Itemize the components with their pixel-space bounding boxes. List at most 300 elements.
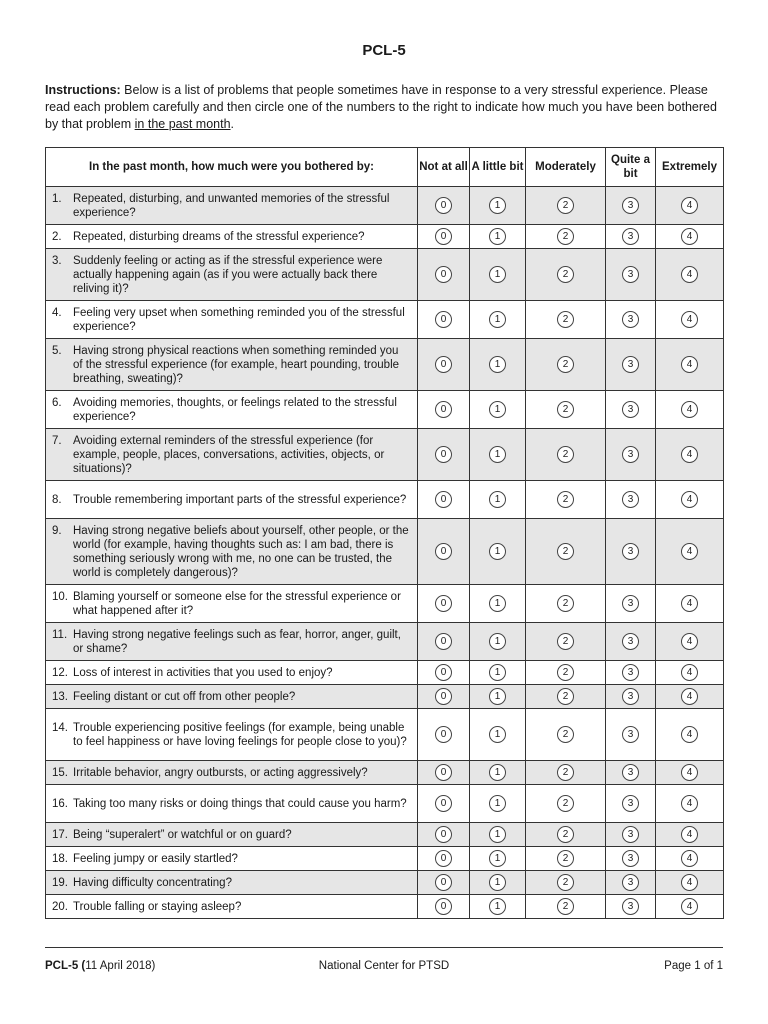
question-cell bbox=[46, 685, 418, 709]
response-cell bbox=[656, 481, 724, 519]
question-cell bbox=[46, 481, 418, 519]
response-cell bbox=[526, 871, 606, 895]
response-option-4[interactable]: 4 bbox=[681, 850, 698, 867]
response-cell bbox=[606, 871, 656, 895]
option-header-extremely: Extremely bbox=[656, 148, 724, 187]
response-option-4[interactable]: 4 bbox=[681, 688, 698, 705]
response-option-0[interactable]: 0 bbox=[435, 356, 452, 373]
response-cell bbox=[606, 519, 656, 585]
page-title: PCL-5 bbox=[362, 42, 406, 59]
response-cell bbox=[656, 895, 724, 919]
table-row bbox=[46, 871, 724, 895]
table-header-row bbox=[46, 148, 724, 187]
question-text: Trouble experiencing positive feelings (for example, being unable to feel happiness or have loving feelings for people close to you)? bbox=[73, 721, 407, 748]
table-row bbox=[46, 301, 724, 339]
response-cell bbox=[606, 391, 656, 429]
response-cell bbox=[526, 685, 606, 709]
response-option-0[interactable]: 0 bbox=[435, 795, 452, 812]
response-cell bbox=[470, 519, 526, 585]
response-option-4[interactable]: 4 bbox=[681, 266, 698, 283]
question-text: Feeling very upset when something reminded you of the stressful experience? bbox=[73, 306, 405, 333]
response-cell bbox=[470, 429, 526, 481]
response-option-0[interactable]: 0 bbox=[435, 898, 452, 915]
question-number: 14. bbox=[52, 721, 68, 734]
response-cell bbox=[656, 823, 724, 847]
response-cell bbox=[526, 187, 606, 225]
question-cell bbox=[46, 785, 418, 823]
footer-page-number: Page 1 of 1 bbox=[664, 960, 723, 972]
response-cell bbox=[418, 847, 470, 871]
response-cell bbox=[526, 481, 606, 519]
response-cell bbox=[526, 225, 606, 249]
question-cell bbox=[46, 391, 418, 429]
response-cell bbox=[526, 339, 606, 391]
response-option-1[interactable]: 1 bbox=[489, 764, 506, 781]
question-cell bbox=[46, 585, 418, 623]
response-option-2[interactable]: 2 bbox=[557, 228, 574, 245]
response-option-2[interactable]: 2 bbox=[557, 664, 574, 681]
response-option-1[interactable]: 1 bbox=[489, 795, 506, 812]
response-option-0[interactable]: 0 bbox=[435, 826, 452, 843]
response-cell bbox=[418, 761, 470, 785]
response-cell bbox=[656, 339, 724, 391]
instructions-timeframe: in the past month bbox=[134, 117, 231, 131]
question-cell bbox=[46, 339, 418, 391]
response-cell bbox=[418, 623, 470, 661]
table-row bbox=[46, 519, 724, 585]
table-row bbox=[46, 895, 724, 919]
question-number: 17. bbox=[52, 828, 68, 841]
response-option-0[interactable]: 0 bbox=[435, 850, 452, 867]
response-cell bbox=[656, 871, 724, 895]
response-cell bbox=[418, 429, 470, 481]
response-option-3[interactable]: 3 bbox=[622, 401, 639, 418]
response-cell bbox=[470, 481, 526, 519]
response-cell bbox=[470, 871, 526, 895]
response-cell bbox=[418, 225, 470, 249]
response-option-3[interactable]: 3 bbox=[622, 764, 639, 781]
response-option-4[interactable]: 4 bbox=[681, 543, 698, 560]
response-cell bbox=[606, 895, 656, 919]
response-option-4[interactable]: 4 bbox=[681, 764, 698, 781]
response-option-1[interactable]: 1 bbox=[489, 311, 506, 328]
response-option-4[interactable]: 4 bbox=[681, 401, 698, 418]
response-cell bbox=[418, 249, 470, 301]
response-cell bbox=[526, 519, 606, 585]
response-option-4[interactable]: 4 bbox=[681, 228, 698, 245]
question-number: 4. bbox=[52, 306, 62, 319]
response-option-1[interactable]: 1 bbox=[489, 228, 506, 245]
pcl5-questionnaire-table bbox=[45, 147, 724, 919]
response-cell bbox=[606, 709, 656, 761]
response-cell bbox=[470, 761, 526, 785]
response-cell bbox=[418, 871, 470, 895]
response-cell bbox=[606, 585, 656, 623]
response-option-0[interactable]: 0 bbox=[435, 764, 452, 781]
response-option-3[interactable]: 3 bbox=[622, 874, 639, 891]
response-option-1[interactable]: 1 bbox=[489, 726, 506, 743]
response-option-0[interactable]: 0 bbox=[435, 726, 452, 743]
response-cell bbox=[606, 187, 656, 225]
response-cell bbox=[418, 585, 470, 623]
question-text: Having strong physical reactions when something reminded you of the stressful experience (for example, heart pounding, trouble breathing, sweating)? bbox=[73, 344, 400, 385]
response-option-3[interactable]: 3 bbox=[622, 850, 639, 867]
response-cell bbox=[606, 481, 656, 519]
table-row bbox=[46, 585, 724, 623]
question-text: Blaming yourself or someone else for the stressful experience or what happened after it? bbox=[73, 590, 401, 617]
response-cell bbox=[470, 249, 526, 301]
response-cell bbox=[526, 895, 606, 919]
response-option-2[interactable]: 2 bbox=[557, 595, 574, 612]
question-cell bbox=[46, 519, 418, 585]
response-option-3[interactable]: 3 bbox=[622, 898, 639, 915]
table-row bbox=[46, 187, 724, 225]
question-number: 13. bbox=[52, 690, 68, 703]
response-option-2[interactable]: 2 bbox=[557, 795, 574, 812]
response-option-4[interactable]: 4 bbox=[681, 826, 698, 843]
response-cell bbox=[418, 301, 470, 339]
table-row bbox=[46, 661, 724, 685]
response-cell bbox=[656, 685, 724, 709]
question-text: Taking too many risks or doing things that could cause you harm? bbox=[73, 797, 407, 810]
question-cell bbox=[46, 871, 418, 895]
option-header-moderately: Moderately bbox=[526, 148, 606, 187]
instructions bbox=[45, 82, 725, 133]
response-cell bbox=[470, 709, 526, 761]
question-number: 10. bbox=[52, 590, 68, 603]
question-number: 11. bbox=[52, 628, 68, 641]
response-cell bbox=[470, 847, 526, 871]
response-option-4[interactable]: 4 bbox=[681, 726, 698, 743]
response-option-4[interactable]: 4 bbox=[681, 795, 698, 812]
question-text: Avoiding memories, thoughts, or feelings related to the stressful experience? bbox=[73, 396, 397, 423]
response-cell bbox=[656, 847, 724, 871]
response-option-2[interactable]: 2 bbox=[557, 764, 574, 781]
response-option-3[interactable]: 3 bbox=[622, 826, 639, 843]
response-option-0[interactable]: 0 bbox=[435, 491, 452, 508]
question-number: 18. bbox=[52, 852, 68, 865]
footer bbox=[45, 960, 723, 976]
question-text: Having strong negative beliefs about yourself, other people, or the world (for example, having thoughts such as: I am bad, there is something seriously wrong with me, no one can be trusted, the world is completely dangerous)? bbox=[73, 524, 409, 579]
response-option-3[interactable]: 3 bbox=[622, 446, 639, 463]
response-cell bbox=[418, 481, 470, 519]
question-number: 6. bbox=[52, 396, 62, 409]
response-cell bbox=[606, 301, 656, 339]
response-option-4[interactable]: 4 bbox=[681, 197, 698, 214]
response-cell bbox=[656, 709, 724, 761]
response-option-0[interactable]: 0 bbox=[435, 446, 452, 463]
question-cell bbox=[46, 661, 418, 685]
response-cell bbox=[526, 301, 606, 339]
question-cell bbox=[46, 187, 418, 225]
response-cell bbox=[526, 661, 606, 685]
question-text: Trouble remembering important parts of the stressful experience? bbox=[73, 493, 407, 506]
question-rows bbox=[46, 187, 724, 919]
response-cell bbox=[418, 709, 470, 761]
response-cell bbox=[606, 429, 656, 481]
table-row bbox=[46, 481, 724, 519]
response-cell bbox=[526, 429, 606, 481]
question-text: Repeated, disturbing, and unwanted memories of the stressful experience? bbox=[73, 192, 390, 219]
response-cell bbox=[656, 623, 724, 661]
response-option-3[interactable]: 3 bbox=[622, 228, 639, 245]
response-option-3[interactable]: 3 bbox=[622, 795, 639, 812]
table-row bbox=[46, 429, 724, 481]
question-number: 2. bbox=[52, 230, 62, 243]
question-column-header: In the past month, how much were you bothered by: bbox=[46, 148, 418, 187]
footer-divider bbox=[45, 947, 723, 948]
response-cell bbox=[606, 847, 656, 871]
response-option-0[interactable]: 0 bbox=[435, 664, 452, 681]
response-cell bbox=[606, 249, 656, 301]
response-option-0[interactable]: 0 bbox=[435, 197, 452, 214]
table-row bbox=[46, 709, 724, 761]
table-row bbox=[46, 225, 724, 249]
response-option-4[interactable]: 4 bbox=[681, 874, 698, 891]
response-cell bbox=[606, 225, 656, 249]
response-cell bbox=[606, 339, 656, 391]
response-option-4[interactable]: 4 bbox=[681, 356, 698, 373]
response-option-3[interactable]: 3 bbox=[622, 266, 639, 283]
response-cell bbox=[470, 585, 526, 623]
question-number: 8. bbox=[52, 493, 62, 506]
instructions-label: Instructions: bbox=[45, 83, 121, 97]
instructions-text: Below is a list of problems that people sometimes have in response to a very stressful experience. Please read each problem carefully and then circle one of the numbers to the right to indicate how much you have been bothered by that problem bbox=[45, 83, 717, 131]
table-row bbox=[46, 761, 724, 785]
question-cell bbox=[46, 301, 418, 339]
response-option-3[interactable]: 3 bbox=[622, 688, 639, 705]
question-number: 16. bbox=[52, 797, 68, 810]
question-text: Being “superalert” or watchful or on guard? bbox=[73, 828, 292, 841]
response-option-1[interactable]: 1 bbox=[489, 664, 506, 681]
response-option-3[interactable]: 3 bbox=[622, 491, 639, 508]
response-cell bbox=[526, 391, 606, 429]
response-cell bbox=[606, 623, 656, 661]
response-cell bbox=[470, 685, 526, 709]
table-row bbox=[46, 685, 724, 709]
response-option-0[interactable]: 0 bbox=[435, 401, 452, 418]
footer-organization: National Center for PTSD bbox=[318, 960, 450, 972]
response-option-2[interactable]: 2 bbox=[557, 850, 574, 867]
question-number: 9. bbox=[52, 524, 62, 537]
response-option-3[interactable]: 3 bbox=[622, 633, 639, 650]
response-cell bbox=[470, 623, 526, 661]
question-text: Trouble falling or staying asleep? bbox=[73, 900, 242, 913]
question-text: Feeling distant or cut off from other people? bbox=[73, 690, 296, 703]
question-number: 19. bbox=[52, 876, 68, 889]
response-option-1[interactable]: 1 bbox=[489, 633, 506, 650]
response-cell bbox=[470, 785, 526, 823]
response-cell bbox=[418, 187, 470, 225]
option-header-quite-a-bit: Quite a bit bbox=[606, 148, 656, 187]
response-option-2[interactable]: 2 bbox=[557, 356, 574, 373]
response-option-0[interactable]: 0 bbox=[435, 266, 452, 283]
response-option-3[interactable]: 3 bbox=[622, 311, 639, 328]
response-option-1[interactable]: 1 bbox=[489, 543, 506, 560]
footer-form-name: PCL-5 ( bbox=[45, 960, 86, 972]
response-option-0[interactable]: 0 bbox=[435, 228, 452, 245]
question-text: Avoiding external reminders of the stressful experience (for example, people, places, conversations, activities, objects, or situations)? bbox=[73, 434, 385, 475]
response-cell bbox=[656, 429, 724, 481]
response-option-2[interactable]: 2 bbox=[557, 898, 574, 915]
response-cell bbox=[470, 187, 526, 225]
response-option-3[interactable]: 3 bbox=[622, 595, 639, 612]
response-cell bbox=[470, 339, 526, 391]
question-text: Irritable behavior, angry outbursts, or acting aggressively? bbox=[73, 766, 368, 779]
question-text: Repeated, disturbing dreams of the stressful experience? bbox=[73, 230, 365, 243]
response-option-1[interactable]: 1 bbox=[489, 266, 506, 283]
response-cell bbox=[470, 225, 526, 249]
response-option-1[interactable]: 1 bbox=[489, 826, 506, 843]
response-option-4[interactable]: 4 bbox=[681, 633, 698, 650]
question-text: Loss of interest in activities that you used to enjoy? bbox=[73, 666, 333, 679]
response-option-2[interactable]: 2 bbox=[557, 446, 574, 463]
response-option-4[interactable]: 4 bbox=[681, 491, 698, 508]
question-cell bbox=[46, 429, 418, 481]
response-cell bbox=[418, 339, 470, 391]
response-option-2[interactable]: 2 bbox=[557, 874, 574, 891]
response-cell bbox=[606, 761, 656, 785]
response-cell bbox=[526, 585, 606, 623]
question-cell bbox=[46, 249, 418, 301]
response-cell bbox=[656, 249, 724, 301]
response-cell bbox=[656, 585, 724, 623]
response-cell bbox=[470, 661, 526, 685]
response-option-1[interactable]: 1 bbox=[489, 898, 506, 915]
question-cell bbox=[46, 847, 418, 871]
response-option-2[interactable]: 2 bbox=[557, 543, 574, 560]
response-option-0[interactable]: 0 bbox=[435, 688, 452, 705]
response-cell bbox=[526, 709, 606, 761]
response-option-1[interactable]: 1 bbox=[489, 874, 506, 891]
response-option-1[interactable]: 1 bbox=[489, 197, 506, 214]
question-number: 12. bbox=[52, 666, 68, 679]
response-option-3[interactable]: 3 bbox=[622, 197, 639, 214]
response-cell bbox=[526, 761, 606, 785]
response-cell bbox=[526, 249, 606, 301]
response-option-3[interactable]: 3 bbox=[622, 664, 639, 681]
response-cell bbox=[656, 391, 724, 429]
response-option-1[interactable]: 1 bbox=[489, 595, 506, 612]
response-option-4[interactable]: 4 bbox=[681, 446, 698, 463]
response-cell bbox=[526, 823, 606, 847]
response-option-0[interactable]: 0 bbox=[435, 311, 452, 328]
response-option-2[interactable]: 2 bbox=[557, 688, 574, 705]
question-number: 3. bbox=[52, 254, 62, 267]
question-number: 20. bbox=[52, 900, 68, 913]
response-option-1[interactable]: 1 bbox=[489, 446, 506, 463]
response-cell bbox=[418, 391, 470, 429]
response-option-1[interactable]: 1 bbox=[489, 850, 506, 867]
table-row bbox=[46, 391, 724, 429]
question-number: 5. bbox=[52, 344, 62, 357]
response-cell bbox=[606, 685, 656, 709]
response-cell bbox=[656, 519, 724, 585]
response-cell bbox=[606, 661, 656, 685]
response-cell bbox=[656, 761, 724, 785]
question-cell bbox=[46, 761, 418, 785]
question-number: 1. bbox=[52, 192, 62, 205]
option-header-a-little-bit: A little bit bbox=[470, 148, 526, 187]
response-cell bbox=[470, 391, 526, 429]
response-cell bbox=[418, 661, 470, 685]
question-text: Having strong negative feelings such as fear, horror, anger, guilt, or shame? bbox=[73, 628, 401, 655]
question-text: Suddenly feeling or acting as if the stressful experience were actually happening again (as if you were actually back there reliving it)? bbox=[73, 254, 383, 295]
table-row bbox=[46, 823, 724, 847]
response-option-1[interactable]: 1 bbox=[489, 401, 506, 418]
response-option-2[interactable]: 2 bbox=[557, 401, 574, 418]
response-option-1[interactable]: 1 bbox=[489, 688, 506, 705]
response-cell bbox=[656, 785, 724, 823]
response-option-2[interactable]: 2 bbox=[557, 311, 574, 328]
response-cell bbox=[526, 623, 606, 661]
table-row bbox=[46, 339, 724, 391]
table-row bbox=[46, 847, 724, 871]
response-option-3[interactable]: 3 bbox=[622, 726, 639, 743]
question-cell bbox=[46, 709, 418, 761]
question-number: 15. bbox=[52, 766, 68, 779]
response-option-4[interactable]: 4 bbox=[681, 898, 698, 915]
response-cell bbox=[418, 785, 470, 823]
question-cell bbox=[46, 895, 418, 919]
response-option-0[interactable]: 0 bbox=[435, 874, 452, 891]
response-cell bbox=[656, 301, 724, 339]
response-option-2[interactable]: 2 bbox=[557, 197, 574, 214]
footer-date: 11 April 2018) bbox=[85, 960, 156, 972]
response-cell bbox=[526, 847, 606, 871]
instructions-end: . bbox=[230, 117, 235, 131]
response-cell bbox=[606, 823, 656, 847]
response-option-2[interactable]: 2 bbox=[557, 633, 574, 650]
response-cell bbox=[418, 519, 470, 585]
response-option-4[interactable]: 4 bbox=[681, 311, 698, 328]
response-option-0[interactable]: 0 bbox=[435, 595, 452, 612]
response-cell bbox=[470, 301, 526, 339]
question-cell bbox=[46, 823, 418, 847]
response-cell bbox=[656, 661, 724, 685]
response-option-3[interactable]: 3 bbox=[622, 543, 639, 560]
response-option-0[interactable]: 0 bbox=[435, 633, 452, 650]
response-option-4[interactable]: 4 bbox=[681, 664, 698, 681]
table-row bbox=[46, 249, 724, 301]
response-option-2[interactable]: 2 bbox=[557, 266, 574, 283]
table-row bbox=[46, 785, 724, 823]
response-cell bbox=[656, 225, 724, 249]
response-option-2[interactable]: 2 bbox=[557, 826, 574, 843]
response-option-1[interactable]: 1 bbox=[489, 491, 506, 508]
response-cell bbox=[606, 785, 656, 823]
response-option-4[interactable]: 4 bbox=[681, 595, 698, 612]
response-option-3[interactable]: 3 bbox=[622, 356, 639, 373]
question-text: Having difficulty concentrating? bbox=[73, 876, 232, 889]
option-header-not-at-all: Not at all bbox=[418, 148, 470, 187]
response-option-2[interactable]: 2 bbox=[557, 726, 574, 743]
response-cell bbox=[418, 685, 470, 709]
response-cell bbox=[418, 895, 470, 919]
response-option-1[interactable]: 1 bbox=[489, 356, 506, 373]
question-cell bbox=[46, 623, 418, 661]
question-text: Feeling jumpy or easily startled? bbox=[73, 852, 238, 865]
table-row bbox=[46, 623, 724, 661]
question-number: 7. bbox=[52, 434, 62, 447]
response-option-2[interactable]: 2 bbox=[557, 491, 574, 508]
response-cell bbox=[470, 823, 526, 847]
response-cell bbox=[470, 895, 526, 919]
response-option-0[interactable]: 0 bbox=[435, 543, 452, 560]
response-cell bbox=[656, 187, 724, 225]
response-cell bbox=[526, 785, 606, 823]
response-cell bbox=[418, 823, 470, 847]
